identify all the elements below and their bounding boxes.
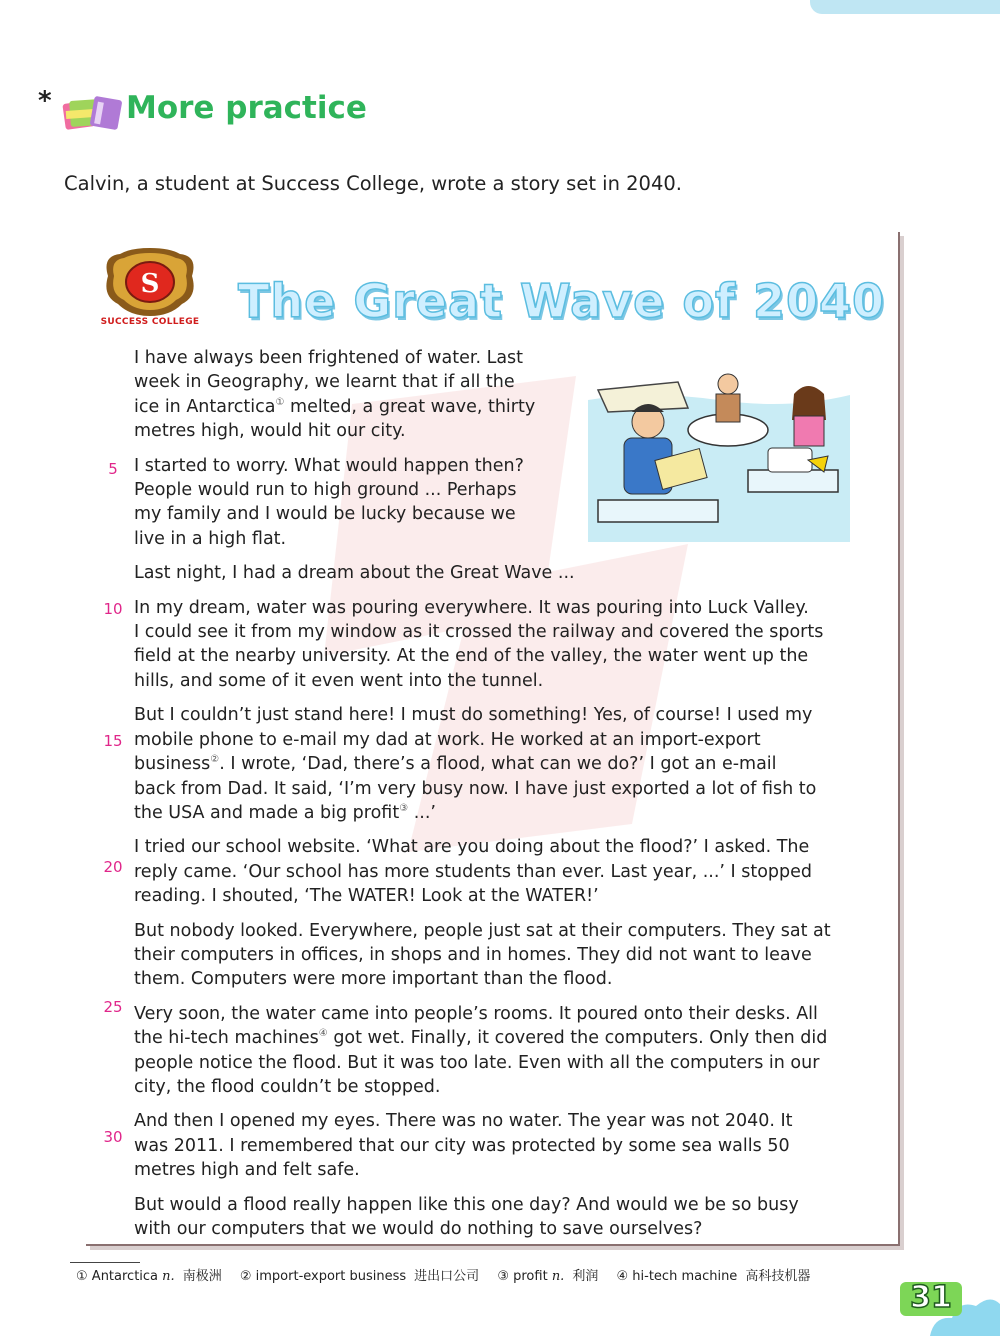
logo-caption: SUCCESS COLLEGE bbox=[100, 317, 200, 327]
line-number: 20 bbox=[103, 858, 123, 876]
story-paragraph-8: Very soon, the water came into people’s rooms. It poured onto their desks. All the hi-tech machines④ got wet. Finally, it covered the computers. Only then did people notice the flood. But it was too late. Even with all the computers in our city, the flood couldn’t be stopped. bbox=[134, 1003, 828, 1097]
line-number: 10 bbox=[103, 600, 123, 618]
logo-letter: S bbox=[140, 269, 160, 299]
story-paragraph-7: But nobody looked. Everywhere, people just sat at their computers. They sat at their computers in offices, in shops and in homes. They did not want to leave them. Computers were more important than the flood. bbox=[134, 920, 831, 990]
footnote-marker-1: ① bbox=[275, 396, 285, 408]
line-number: 5 bbox=[108, 460, 118, 478]
story-paragraph-4: In my dream, water was pouring everywhere. It was pouring into Luck Valley. I could see it from my window as it crossed the railway and covered the sports field at the nearby university. At the end of the valley, the water went up the hills, and some of it even went into the tunnel. bbox=[134, 597, 824, 691]
story-paragraph-5: But I couldn’t just stand here! I must do something! Yes, of course! I used my mobile phone to e-mail my dad at work. He worked at an import-export business②. I wrote, ‘Dad, there’s a flood, what can we do?’ I got an e-mail back from Dad. It said, ‘I’m very busy now. I have just exported a lot of fish to the USA and made a big profit③ ...’ bbox=[134, 705, 817, 823]
intro-text: Calvin, a student at Success College, wrote a story set in 2040. bbox=[64, 172, 682, 195]
optional-asterisk: * bbox=[38, 86, 52, 116]
footnote-divider bbox=[70, 1262, 140, 1263]
story-paragraph-3: Last night, I had a dream about the Great Wave ... bbox=[134, 563, 575, 584]
section-title: More practice bbox=[126, 90, 367, 126]
footnotes bbox=[76, 1265, 824, 1284]
footnote-1: ① Antarctica n. 南极洲 bbox=[76, 1269, 222, 1284]
footnote-3: ③ profit n. 利润 bbox=[497, 1269, 599, 1284]
books-icon bbox=[60, 88, 124, 134]
story-paragraph-2: I started to worry. What would happen then? People would run to high ground ... Perhaps my family and I would be lucky because we live in a high flat. bbox=[134, 455, 524, 549]
footnote-2: ② import-export business 进出口公司 bbox=[239, 1269, 480, 1284]
footnote-marker-2: ② bbox=[210, 754, 220, 766]
line-number: 25 bbox=[103, 998, 123, 1016]
footnote-marker-3: ③ bbox=[399, 803, 409, 815]
top-corner-decoration bbox=[810, 0, 1000, 14]
footnote-marker-4: ④ bbox=[318, 1028, 328, 1040]
story-paragraph-9: And then I opened my eyes. There was no water. The year was not 2040. It was 2011. I remembered that our city was protected by some sea walls 50 metres high and felt safe. bbox=[134, 1111, 793, 1181]
story-paragraph-1: I have always been frightened of water. Last week in Geography, we learnt that if all the ice in Antarctica① melted, a great wave, thirty metres high, would hit our city. bbox=[134, 348, 536, 442]
story-title: The Great Wave of 2040 bbox=[238, 274, 886, 328]
story-paragraph-10: But would a flood really happen like this one day? And would we be so busy with our computers that we would do nothing to save ourselves? bbox=[134, 1194, 799, 1239]
page-number: 31 bbox=[910, 1280, 952, 1315]
story-body bbox=[134, 346, 874, 1251]
line-number: 15 bbox=[103, 732, 123, 750]
story-paragraph-6: I tried our school website. ‘What are you doing about the flood?’ I asked. The reply came. ‘Our school has more students than ever. Last year, ...’ I stopped reading. I shouted, ‘The WATER! Look at the WATER!’ bbox=[134, 837, 813, 907]
footnote-4: ④ hi-tech machine 高科技机器 bbox=[616, 1269, 811, 1284]
line-number: 30 bbox=[103, 1128, 123, 1146]
